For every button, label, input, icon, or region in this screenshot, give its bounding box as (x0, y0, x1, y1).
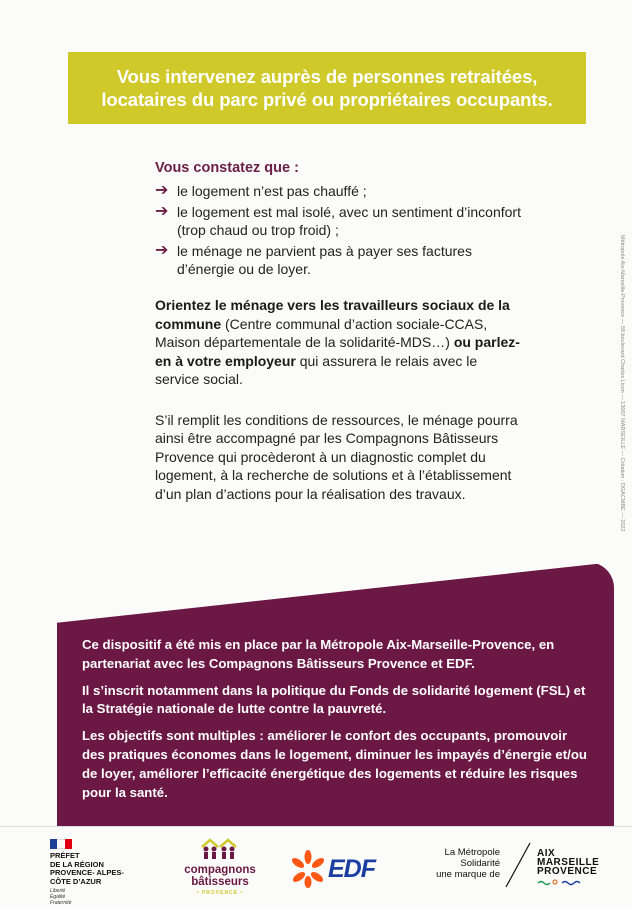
prefet-line: PRÉFET (50, 851, 80, 860)
aix-marseille-provence-logo (500, 839, 610, 895)
amp-wordmark (537, 849, 599, 876)
partnership-paragraph-2: Il s’inscrit notamment dans la politique du Fonds de solidarité logement (FSL) et la Stratégie nationale de lutte contre la pauvreté. (82, 682, 586, 717)
banner-line-2: locataires du parc privé ou propriétaires occupants. (101, 89, 553, 110)
metropole-solidarite-text (430, 847, 500, 880)
list-item (155, 182, 525, 200)
compagnons-people-icon (198, 837, 242, 859)
orientez-bold-2: ou parlez-en à votre employeur (155, 334, 520, 369)
compagnons-name-1: compagnons (184, 864, 256, 876)
compagnons-logo (175, 837, 265, 896)
compagnons-region: • PROVENCE • (196, 890, 244, 896)
arrow-right-icon: ➔ (155, 203, 169, 220)
motto-line: Liberté (50, 888, 66, 894)
amp-line: AIX (537, 848, 556, 859)
prefet-line: PROVENCE- ALPES- (50, 868, 124, 877)
banner-line-1: Vous intervenez auprès de personnes retraitées, (116, 66, 538, 87)
prefet-line: CÔTE D’AZUR (50, 876, 102, 886)
orientez-paragraph (155, 296, 525, 389)
orientez-bold-1: Orientez le ménage vers les travailleurs sociaux de la commune (155, 297, 510, 332)
metro-line: Solidarité (460, 858, 500, 869)
conditions-paragraph: S’il remplit les conditions de ressources, le ménage pourra ainsi être accompagné par les Compagnons Bâtisseurs Provence qui procèderont à un diagnostic complet du logement, à la recherche de solutions et à l’établissement d’un plan d’actions pour la réalisation des travaux. (155, 411, 518, 502)
edf-logo (290, 849, 400, 889)
orientez-text-2: qui assurera le relais avec le service social. (155, 352, 478, 387)
edf-flower-icon (290, 849, 326, 889)
prefet-name (50, 852, 150, 886)
amp-line: PROVENCE (537, 866, 598, 877)
partnership-text (82, 636, 592, 810)
compagnons-name-2: bâtisseurs (191, 876, 249, 888)
list-item-text: le ménage ne parvient pas à payer ses factures d’énergie ou de loyer. (177, 243, 472, 277)
list-item-text: le logement est mal isolé, avec un sentiment d’inconfort (trop chaud ou trop froid) ; (177, 204, 521, 238)
constat-heading: Vous constatez que : (155, 160, 299, 176)
logo-footer (0, 826, 632, 907)
partnership-paragraph-3: Les objectifs sont multiples : améliorer le confort des occupants, promouvoir des pratiques économes dans le logement, diminuer les impayés d’énergie et/ou de loyer, améliorer l’efficacité énergétique des logements et réduire les risques pour la santé. (82, 728, 587, 800)
side-credit-text: Métropole Aix-Marseille-Provence — 58 boulevard Charles Livon — 13007 MARSEILLE — Création : DGACMBE — 2022 (619, 235, 625, 532)
prefet-motto (50, 888, 150, 906)
motto-line: Égalité (50, 894, 66, 900)
prefet-logo (50, 839, 150, 906)
side-credit (616, 235, 626, 580)
headline-banner (68, 52, 586, 124)
french-flag-icon (50, 839, 72, 849)
amp-line: MARSEILLE (537, 857, 600, 868)
edf-wordmark: EDF (328, 855, 375, 883)
partnership-paragraph-1: Ce dispositif a été mis en place par la Métropole Aix-Marseille-Provence, en partenariat avec les Compagnons Bâtisseurs Provence et EDF. (82, 637, 555, 671)
metro-line: une marque de (436, 869, 500, 880)
constat-list (155, 182, 525, 278)
main-content (155, 160, 525, 503)
list-item (155, 242, 525, 278)
list-item (155, 203, 525, 239)
motto-line: Fraternité (50, 900, 72, 906)
orientez-text-1: (Centre communal d’action sociale-CCAS, Maison départementale de la solidarité-MDS…) (155, 315, 488, 350)
metro-line: La Métropole (444, 847, 500, 858)
prefet-line: DE LA RÉGION (50, 859, 104, 869)
list-item-text: le logement n’est pas chauffé ; (177, 183, 367, 199)
arrow-right-icon: ➔ (155, 242, 169, 259)
arrow-right-icon: ➔ (155, 182, 169, 199)
